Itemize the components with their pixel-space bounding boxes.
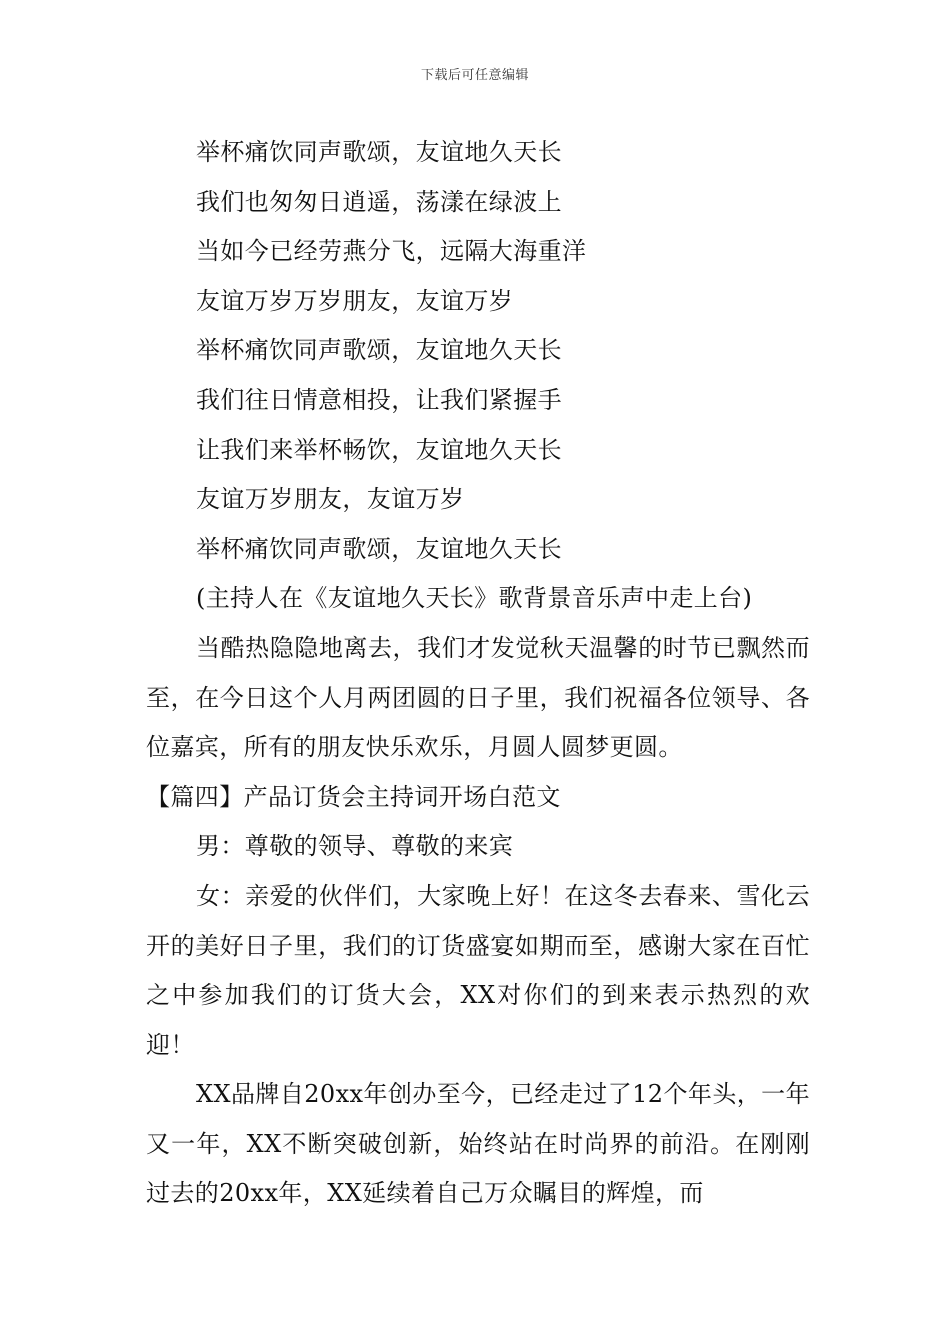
page-header-note: 下载后可任意编辑 [420,68,529,83]
brand-paragraph: XX品牌自20xx年创办至今，已经走过了12个年头，一年又一年，XX不断突破创新，始终站在时尚界的前沿。在刚刚过去的20xx年，XX延续着自己万众瞩目的辉煌，而 [146,1080,810,1208]
lyric-line: 我们也匆匆日逍遥，荡漾在绿波上 [196,187,562,216]
lyric-line: 友谊万岁万岁朋友，友谊万岁 [196,286,514,315]
stage-direction: (主持人在《友谊地久天长》歌背景音乐声中走上台) [196,584,753,613]
lyric-line: 当如今已经劳燕分飞，远隔大海重洋 [196,237,587,266]
lyric-line: 举杯痛饮同声歌颂，友谊地久天长 [196,534,562,563]
male-host-line: 男：尊敬的领导、尊敬的来宾 [196,832,514,861]
section-title: 【篇四】产品订货会主持词开场白范文 [146,782,561,811]
autumn-paragraph: 当酷热隐隐地离去，我们才发觉秋天温馨的时节已飘然而至，在今日这个人月两团圆的日子里，我们祝福各位领导、各位嘉宾，所有的朋友快乐欢乐，月圆人圆梦更圆。 [146,633,810,762]
lyric-line: 让我们来举杯畅饮，友谊地久天长 [196,435,562,464]
female-host-paragraph: 女：亲爱的伙伴们，大家晚上好！在这冬去春来、雪化云开的美好日子里，我们的订货盛宴如期而至，感谢大家在百忙之中参加我们的订货大会，XX对你们的到来表示热烈的欢迎！ [146,881,810,1059]
lyric-line: 友谊万岁朋友，友谊万岁 [196,485,465,514]
lyric-line: 举杯痛饮同声歌颂，友谊地久天长 [196,138,562,166]
lyric-line: 举杯痛饮同声歌颂，友谊地久天长 [196,336,562,365]
lyric-line: 我们往日情意相投，让我们紧握手 [196,385,562,414]
document-body [146,128,810,1219]
